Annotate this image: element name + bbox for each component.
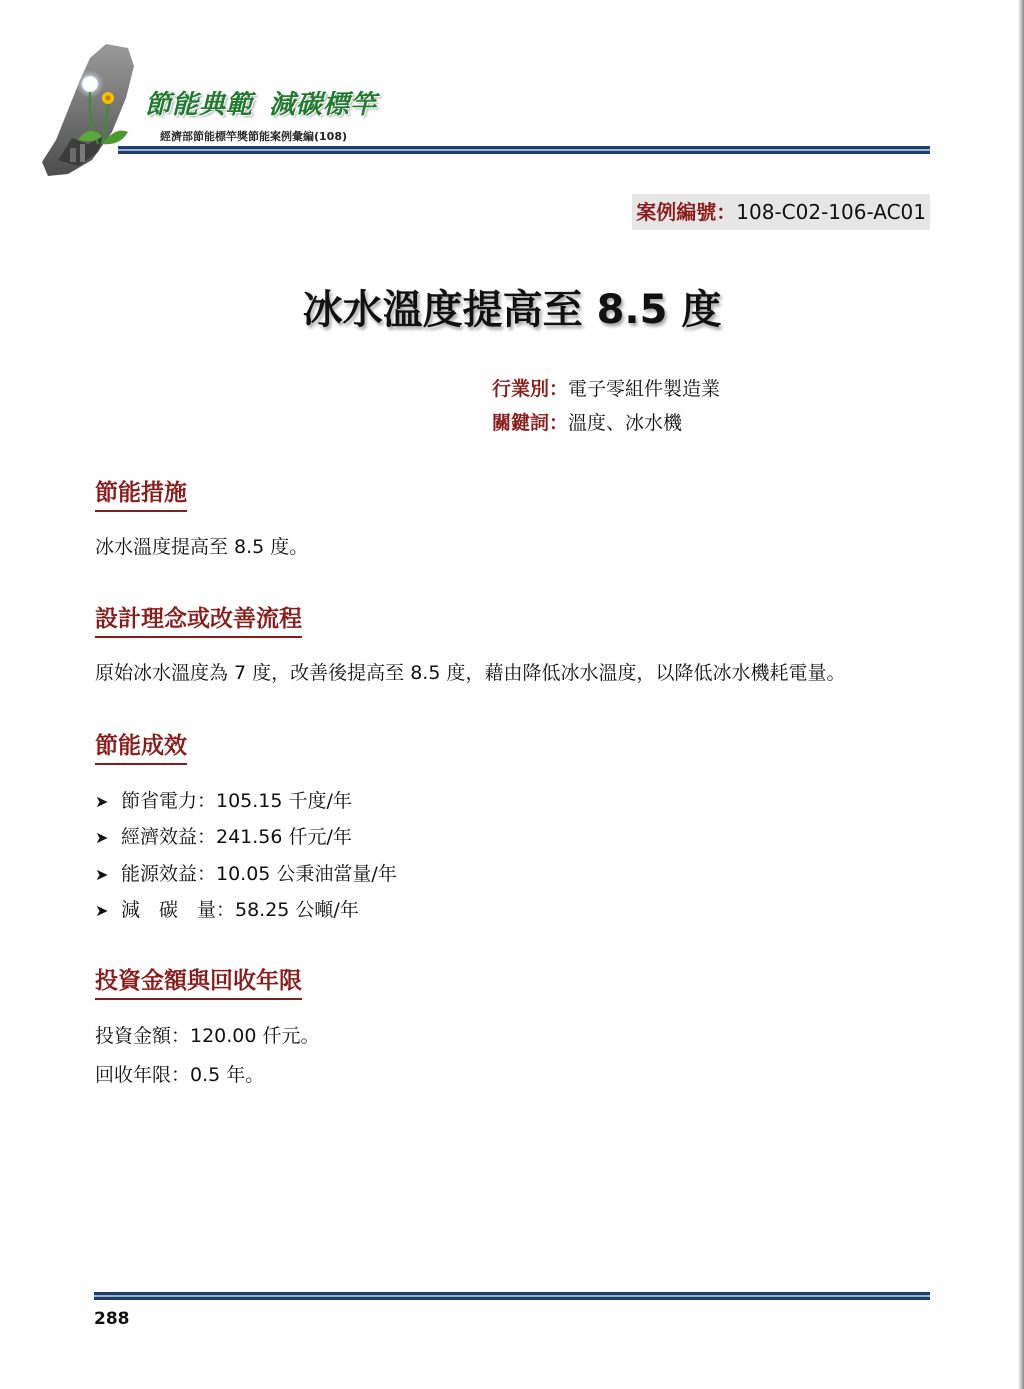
result-item [95,895,359,922]
page-edge-shadow [1018,0,1024,1389]
brand-title-part1: 節能典範 [145,90,254,120]
result-item-text: 經濟效益：241.56 仟元/年 [121,826,352,848]
case-number-label: 案例編號： [636,200,737,224]
result-item [95,859,397,886]
arrow-bullet-icon: ➤ [95,792,109,811]
payback-period: 回收年限：0.5 年。 [95,1064,265,1086]
result-item [95,822,352,849]
section-heading-measures: 節能措施 [95,474,187,512]
result-item [95,786,352,813]
brand-title-part2: 減碳標竿 [269,90,378,120]
industry-label: 行業別： [492,378,569,400]
brand-title [145,84,377,121]
page-number: 288 [94,1309,130,1329]
section-heading-design: 設計理念或改善流程 [95,600,302,638]
taiwan-logo-icon [28,40,148,180]
footer-rule [94,1292,930,1300]
measures-text: 冰水溫度提高至 8.5 度。 [95,536,309,558]
section-heading-results: 節能成效 [95,727,187,765]
result-item-text: 減 碳 量：58.25 公噸/年 [121,899,359,921]
arrow-bullet-icon: ➤ [95,865,109,884]
arrow-bullet-icon: ➤ [95,828,109,847]
case-number-box [632,194,930,230]
result-item-text: 節省電力：105.15 千度/年 [121,790,352,812]
page-title: 冰水溫度提高至 8.5 度 [302,287,722,333]
keywords-value: 溫度、冰水機 [568,412,683,434]
header-rule [118,146,930,154]
investment-amount: 投資金額：120.00 仟元。 [95,1025,320,1047]
industry-value: 電子零組件製造業 [568,378,721,400]
case-number-value: 108-C02-106-AC01 [736,200,926,224]
keywords-label: 關鍵詞： [492,412,569,434]
industry-line [492,374,720,401]
keywords-line [492,408,682,435]
brand-subtitle: 經濟部節能標竿獎節能案例彙編(108) [160,130,348,143]
section-heading-investment: 投資金額與回收年限 [95,962,302,1000]
design-text: 原始冰水溫度為 7 度，改善後提高至 8.5 度，藉由降低冰水溫度，以降低冰水機耗電量。 [95,662,846,684]
arrow-bullet-icon: ➤ [95,901,109,920]
result-item-text: 能源效益：10.05 公秉油當量/年 [121,863,397,885]
